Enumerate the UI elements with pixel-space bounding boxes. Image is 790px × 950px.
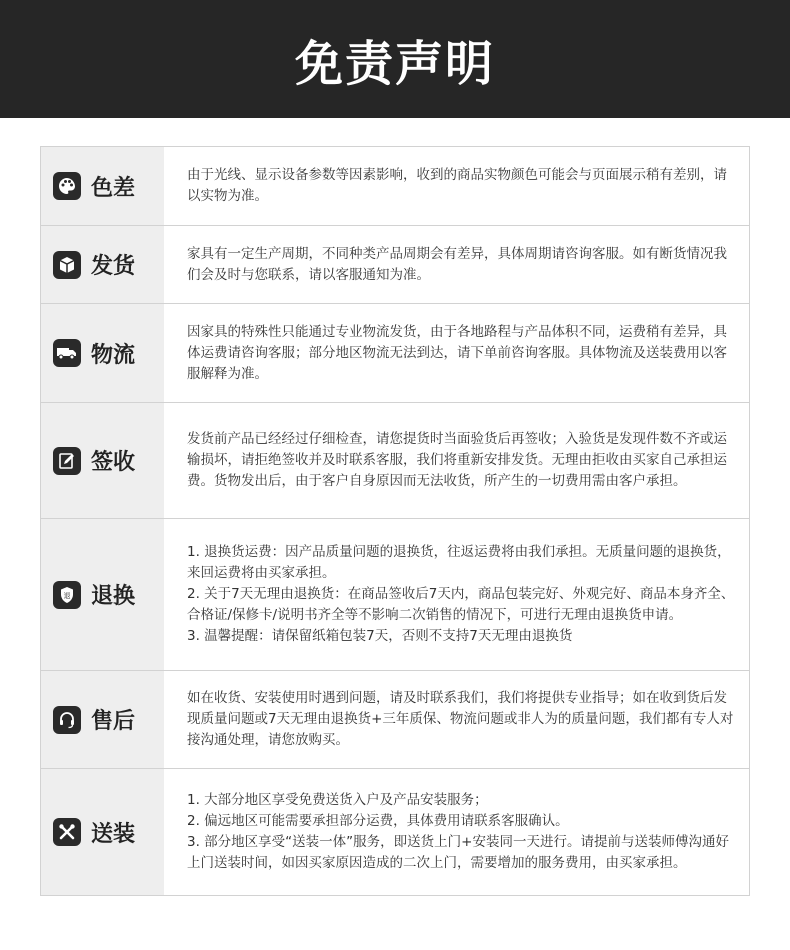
list-item: 3. 温馨提醒：请保留纸箱包装7天，否则不支持7天无理由退换货 [187, 628, 573, 644]
list-item: 1. 大部分地区享受免费送货入户及产品安装服务； [187, 792, 488, 808]
section-content [164, 769, 749, 895]
truck-icon [53, 339, 81, 367]
section-text: 发货前产品已经经过仔细检查，请您提货时当面验货后再签收；入验货是发现件数不齐或运输损坏，请拒绝签收并及时联系客服，我们将重新安排发货。无理由拒收由买家自己承担运费。货物发出后，由于客户自身原因而无法收货，所产生的一切费用需由客户承担。 [187, 431, 727, 489]
tools-icon [53, 818, 81, 846]
section-content [164, 519, 749, 670]
section-label: 发货 [91, 254, 136, 279]
section-text: 由于光线、显示设备参数等因素影响，收到的商品实物颜色可能会与页面展示稍有差别，请以实物为准。 [187, 167, 727, 204]
section-label: 色差 [91, 175, 136, 201]
section-returns [41, 518, 749, 670]
section-label: 送装 [91, 821, 136, 847]
section-content [164, 147, 749, 225]
section-logistics [41, 303, 749, 402]
section-text: 如在收货、安装使用时遇到问题，请及时联系我们，我们将提供专业指导；如在收到货后发现质量问题或7天无理由退换货+三年质保、物流问题或非人为的质量问题，我们都有专人对接沟通处理，请您放购买。 [187, 690, 734, 748]
section-content [164, 403, 749, 518]
sign-icon [53, 447, 81, 475]
section-label-cell [41, 671, 164, 768]
disclaimer-table [40, 146, 750, 896]
section-text: 因家具的特殊性只能通过专业物流发货，由于各地路程与产品体积不同，运费稍有差异，具体运费请咨询客服；部分地区物流无法到达，请下单前咨询客服。具体物流及送装费用以客服解释为准。 [187, 323, 727, 382]
return-icon [53, 581, 81, 609]
section-list [187, 542, 737, 647]
box-icon [53, 251, 81, 279]
section-label: 物流 [91, 342, 136, 368]
page-title: 免责声明 [294, 35, 495, 92]
list-item: 1. 退换货运费：因产品质量问题的退换货，往返运费将由我们承担。无质量问题的退换货，来回运费将由买家承担。 [187, 544, 731, 581]
section-label-cell [41, 519, 164, 670]
section-label-cell [41, 304, 164, 402]
section-after-sales [41, 670, 749, 768]
page-header [0, 0, 790, 118]
section-list [187, 790, 737, 874]
section-content [164, 226, 749, 303]
section-content [164, 671, 749, 768]
list-item: 2. 偏远地区可能需要承担部分运费，具体费用请联系客服确认。 [187, 813, 569, 829]
list-item: 2. 关于7天无理由退换货：在商品签收后7天内，商品包装完好、外观完好、商品本身齐全、合格证/保修卡/说明书齐全等不影响二次销售的情况下，可进行无理由退换货申请。 [187, 586, 735, 623]
section-label-cell [41, 769, 164, 895]
section-label: 售后 [91, 709, 136, 734]
section-label: 退换 [91, 584, 136, 609]
headset-icon [53, 706, 81, 734]
section-delivery-installation [41, 768, 749, 895]
section-label-cell [41, 147, 164, 225]
section-receipt [41, 402, 749, 518]
section-shipping [41, 225, 749, 303]
section-content [164, 304, 749, 402]
section-label-cell [41, 226, 164, 303]
palette-icon [53, 172, 81, 200]
section-label: 签收 [91, 450, 136, 475]
list-item: 3. 部分地区享受“送装一体”服务，即送货上门+安装同一天进行。请提前与送装师傅沟通好上门送装时间，如因买家原因造成的二次上门，需要增加的服务费用，由买家承担。 [187, 834, 729, 871]
section-label-cell [41, 403, 164, 518]
section-color-difference [41, 147, 749, 225]
svg-text:退: 退 [63, 591, 71, 600]
section-text: 家具有一定生产周期，不同种类产品周期会有差异，具体周期请咨询客服。如有断货情况我们会及时与您联系，请以客服通知为准。 [187, 245, 727, 283]
